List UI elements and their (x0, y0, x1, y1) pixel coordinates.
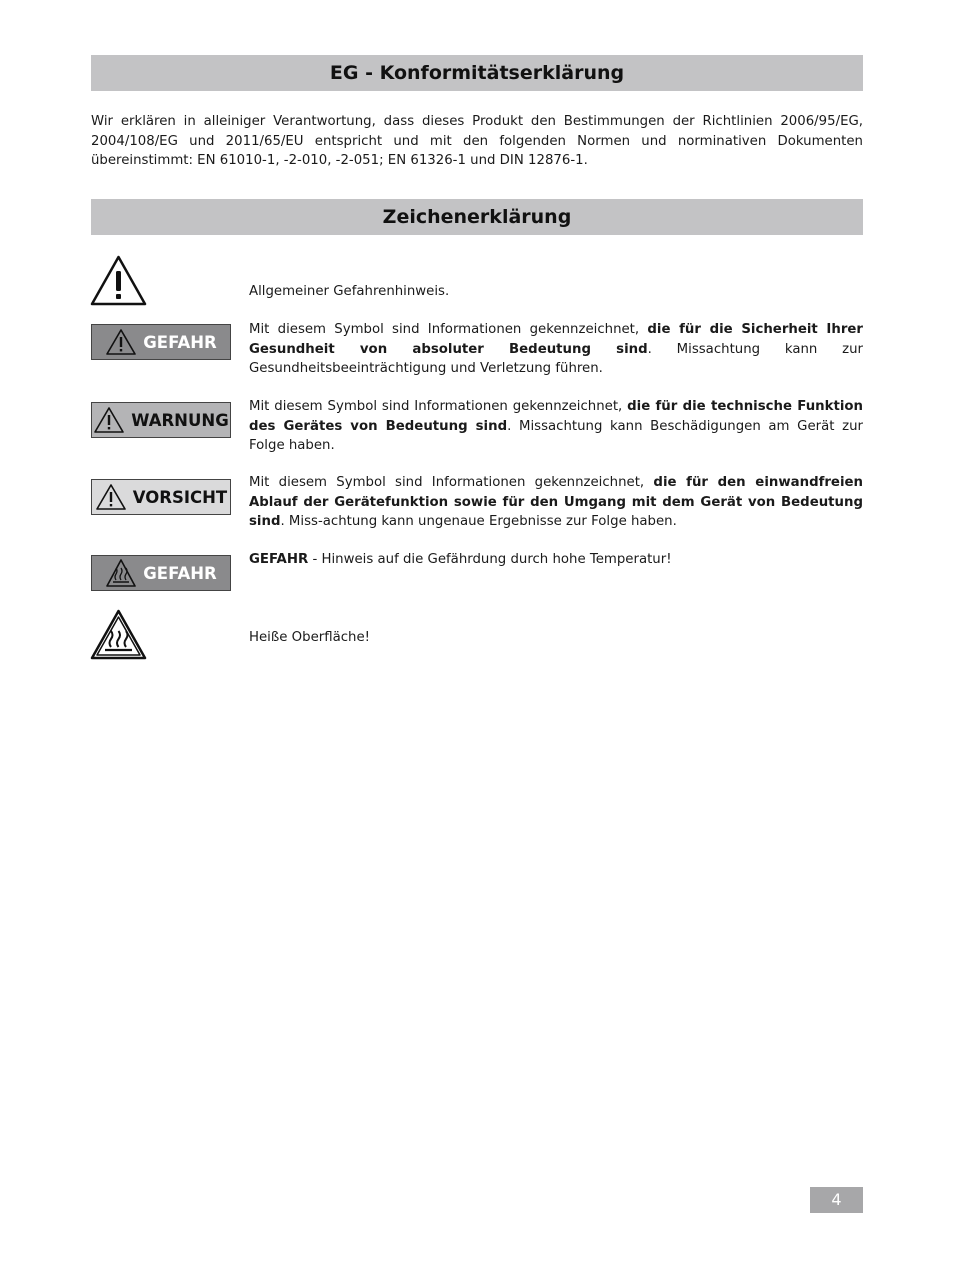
hot-danger-badge-label: GEFAHR (143, 563, 217, 583)
caution-badge-label: VORSICHT (132, 487, 228, 507)
warning-triangle-icon (105, 328, 137, 356)
caution-badge (91, 479, 231, 515)
conformity-heading: EG - Konformitätserklärung (91, 55, 863, 91)
danger-badge-label: GEFAHR (143, 332, 217, 352)
conformity-text: Wir erklären in alleiniger Verantwortung, dass dieses Produkt den Bestimmungen der Richtlinien 2006/95/EG, 2004/108/EG und 2011/65/EU entspricht und mit den folgenden Normen und norminativen Dokumenten übereinstimmt: EN 61010-1, -2-010, -2-051; EN 61326-1 und DIN 12876-1. (91, 114, 863, 168)
legend-item-warning: Mit diesem Symbol sind Informationen gekennzeichnet, die für die technische Funktion des Gerätes von Bedeutung sind. Missachtung kann Beschädigungen am Gerät zur Folge haben. (249, 399, 863, 453)
hot-surface-icon (90, 609, 147, 660)
page-number: 4 (810, 1187, 863, 1213)
legend-heading: Zeichenerklärung (91, 199, 863, 235)
hot-surface-icon (105, 558, 137, 588)
warning-triangle-icon (95, 483, 127, 511)
hot-danger-badge (91, 555, 231, 591)
warning-triangle-icon (93, 406, 125, 434)
legend-item-caution: Mit diesem Symbol sind Informationen gekennzeichnet, die für den einwandfreien Ablauf der Gerätefunktion sowie für den Umgang mit dem Gerät von Bedeutung sind. Miss-achtung kann ungenaue Ergebnisse zur Folge haben. (249, 475, 863, 529)
danger-badge (91, 324, 231, 360)
warning-badge-label: WARNUNG (131, 410, 229, 430)
warning-triangle-icon (90, 255, 147, 306)
legend-item-hot-surface: Heiße Oberfläche! (249, 630, 370, 645)
legend-item-hot-danger: GEFAHR - Hinweis auf die Gefährdung durch hohe Temperatur! (249, 552, 672, 567)
legend-item-general: Allgemeiner Gefahrenhinweis. (249, 284, 450, 299)
legend-item-danger: Mit diesem Symbol sind Informationen gekennzeichnet, die für die Sicherheit Ihrer Gesundheit von absoluter Bedeutung sind. Missachtung kann zur Gesundheitsbeeinträchtigung und Verletzung führen. (249, 322, 863, 376)
warning-badge (91, 402, 231, 438)
